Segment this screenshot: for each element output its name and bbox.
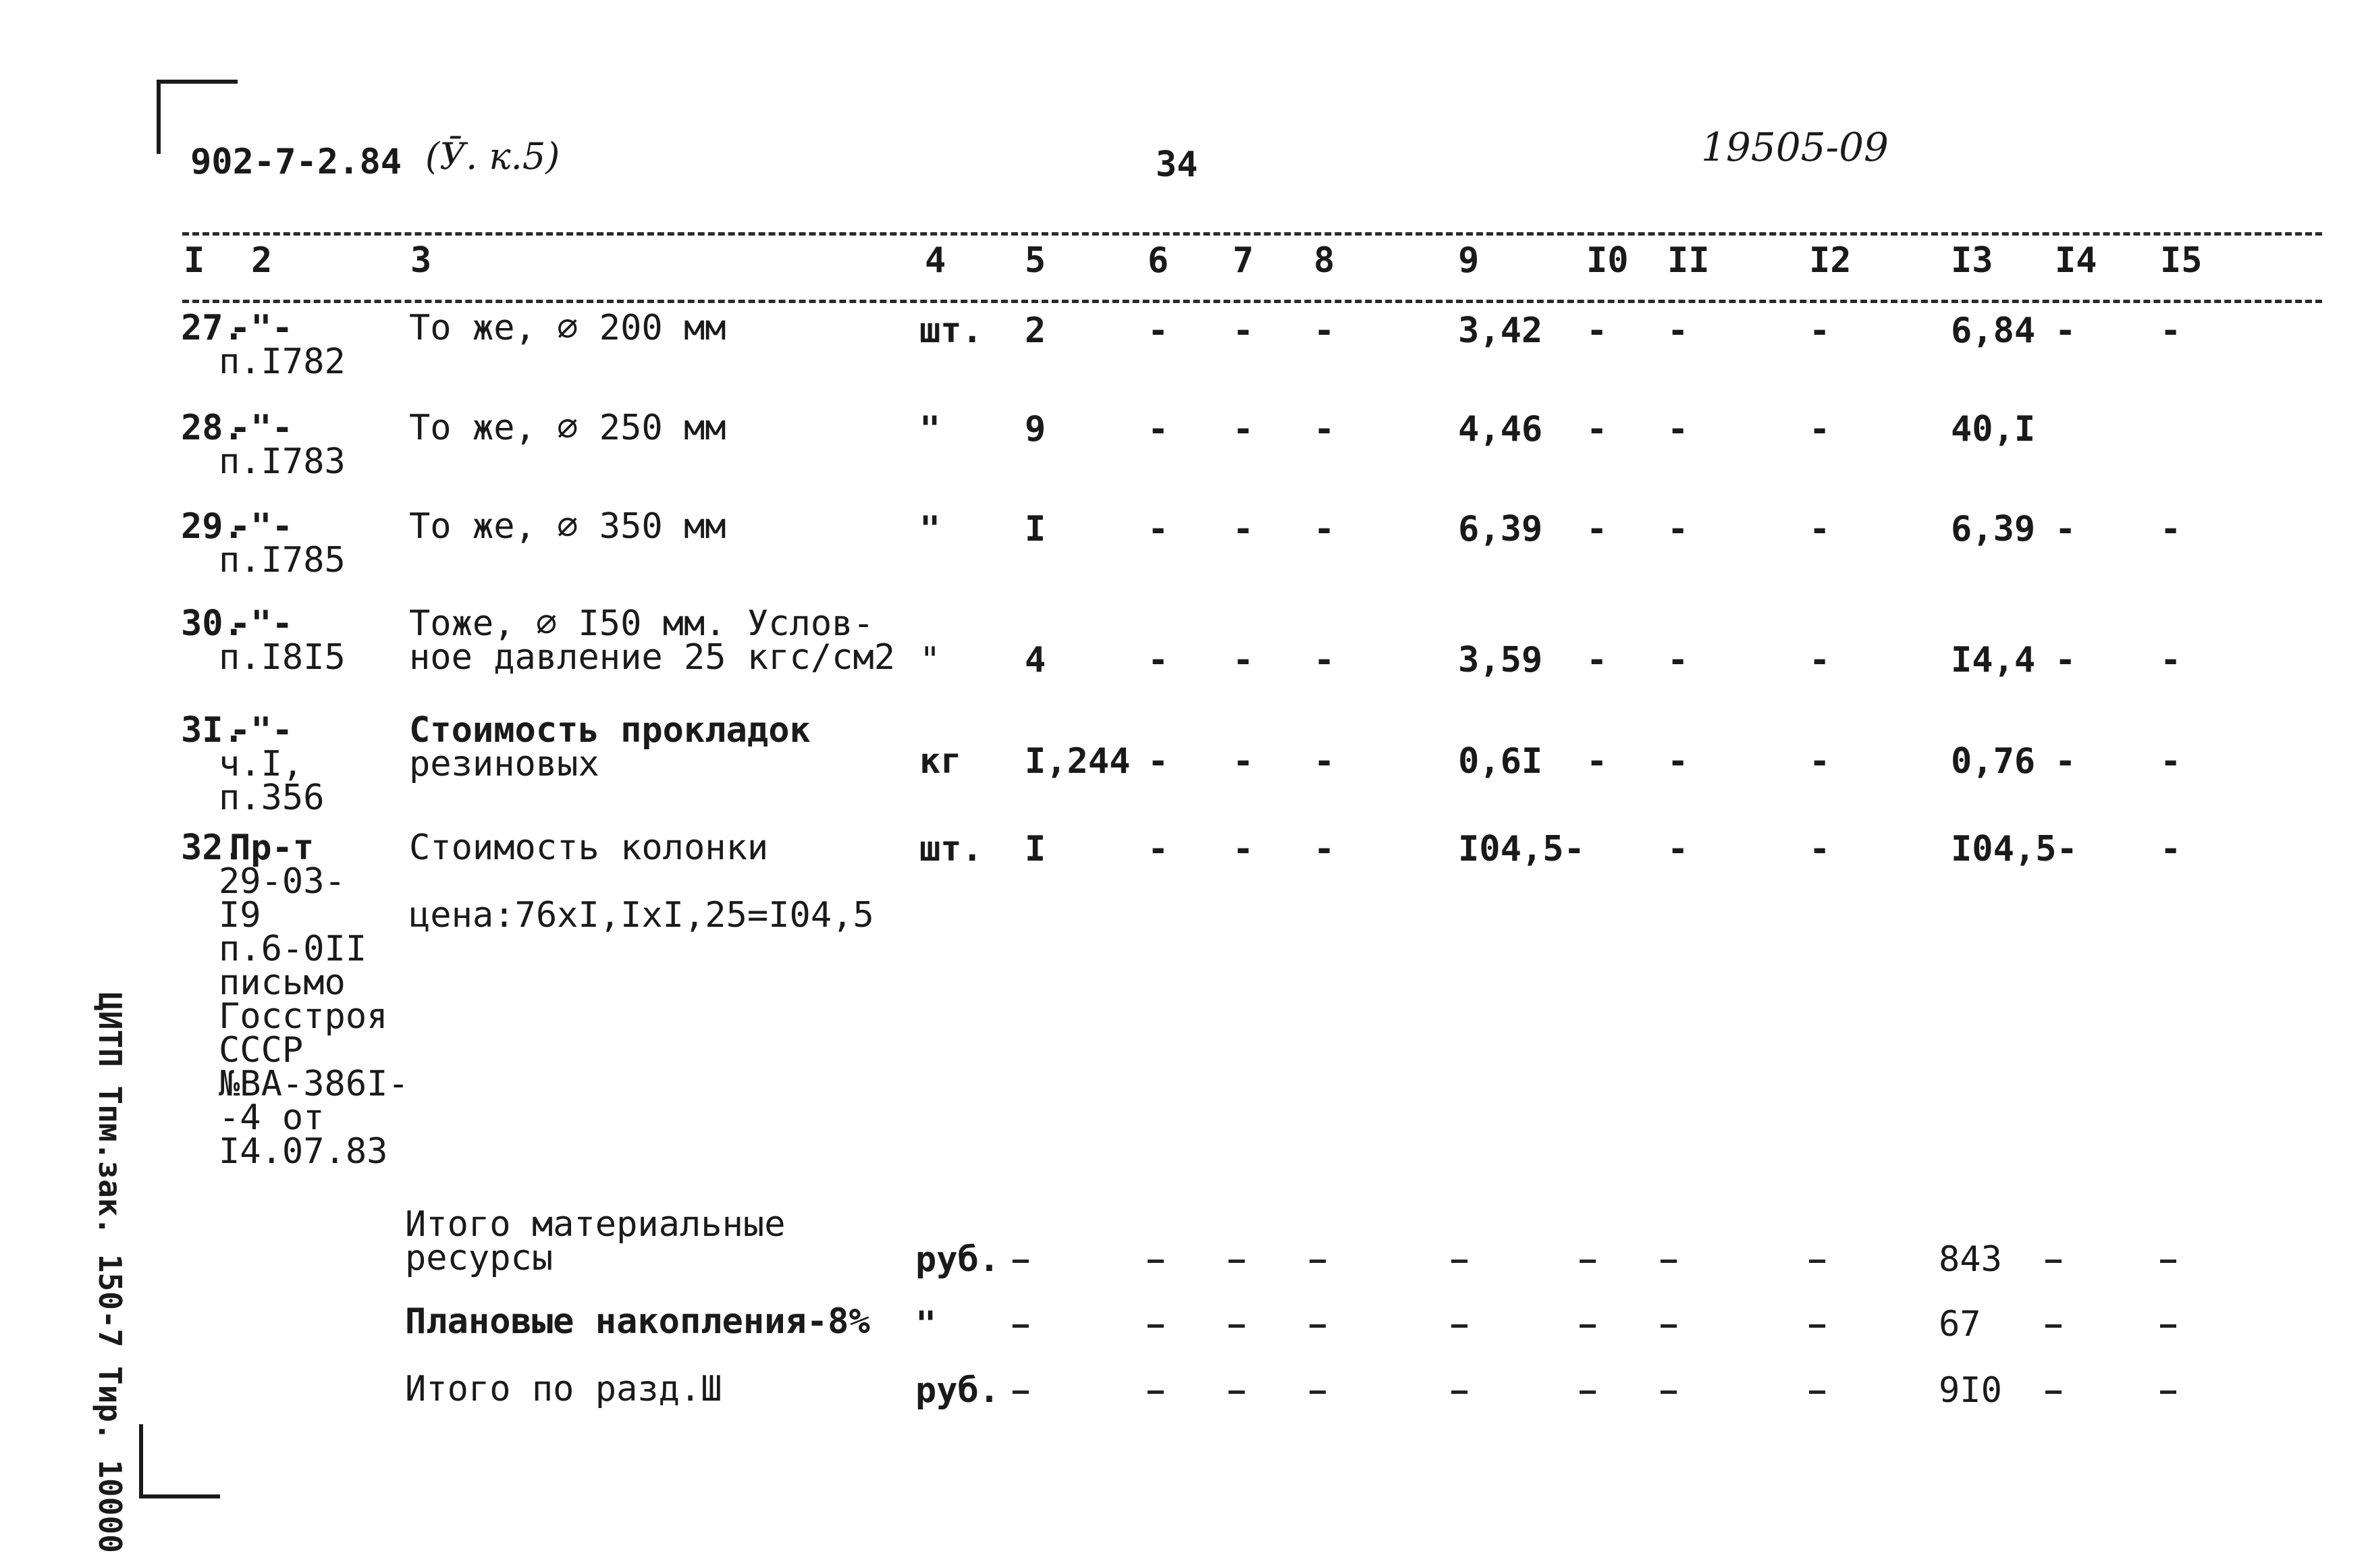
column-header-13: I3 [1951, 240, 1993, 281]
row-unit: шт. [919, 829, 983, 869]
rule-bottom [182, 300, 2322, 303]
column-header-3: 3 [410, 240, 432, 281]
row-reference-line: ч.I, [219, 744, 304, 784]
row-col12: - [1809, 310, 1831, 351]
row-total: 6,84 [1951, 310, 2036, 351]
row-unit-price: 4,46 [1458, 409, 1543, 450]
row-col6: - [1148, 310, 1169, 351]
summary-label-line: Итого по разд.Ш [405, 1369, 722, 1409]
row-quantity: 4 [1025, 640, 1046, 680]
row-reference-line: -"- [230, 710, 293, 751]
row-reference-line: 29-03- [219, 861, 346, 902]
row-col6: - [1148, 829, 1169, 869]
row-col8: - [1314, 640, 1335, 680]
row-col11: - [1667, 409, 1689, 450]
row-reference-line: п.6-0II [219, 929, 367, 969]
summary-dash [1809, 1324, 1825, 1328]
row-col7: - [1233, 409, 1254, 450]
row-reference-line: письмо [219, 963, 346, 1003]
row-col6: - [1148, 640, 1169, 680]
summary-unit: руб. [915, 1239, 1000, 1280]
row-quantity: 2 [1025, 310, 1046, 351]
summary-dash [1148, 1260, 1164, 1263]
column-header-14: I4 [2055, 240, 2097, 281]
row-col8: - [1314, 409, 1335, 450]
row-col10: - [1586, 409, 1608, 450]
side-print-text: ЦИТП Тпм.зак. 150-7 Тир. 10000 [92, 992, 128, 1553]
row-col15: - [2160, 640, 2182, 680]
row-unit: " [919, 509, 941, 549]
row-description-line: резиновых [409, 744, 599, 784]
row-reference-line: -"- [230, 506, 293, 547]
row-description-line: ное давление 25 кгс/см2 [409, 637, 896, 678]
summary-dash [1229, 1260, 1245, 1263]
column-header-11: II [1667, 240, 1710, 281]
row-col15: - [2160, 310, 2182, 351]
row-col8: - [1314, 509, 1335, 549]
summary-dash [2045, 1390, 2062, 1394]
archive-number: 19505-09 [1701, 124, 1889, 170]
summary-dash [1809, 1260, 1825, 1263]
row-col10: - [1586, 640, 1608, 680]
summary-dash [1148, 1324, 1164, 1328]
row-total: I04,5- [1951, 829, 2078, 869]
row-col7: - [1233, 829, 1254, 869]
row-total: 0,76 [1951, 741, 2036, 782]
corner-mark-bottom-h [139, 1494, 220, 1498]
summary-dash [2045, 1324, 2062, 1328]
summary-unit: руб. [915, 1370, 1000, 1411]
row-reference-line: п.I8I5 [219, 637, 346, 678]
summary-total: 843 [1939, 1239, 2002, 1280]
row-unit-price: 3,42 [1458, 310, 1543, 351]
row-col6: - [1148, 741, 1169, 782]
summary-dash [1661, 1260, 1677, 1263]
summary-dash [2160, 1260, 2176, 1263]
row-reference-line: Пр-т [230, 828, 315, 868]
row-quantity: 9 [1025, 409, 1046, 450]
row-number: 3I. [181, 710, 244, 751]
column-header-2: 2 [251, 240, 273, 281]
rule-top [182, 232, 2322, 236]
row-unit: " [919, 640, 941, 680]
row-col11: - [1667, 310, 1689, 351]
column-header-15: I5 [2160, 240, 2203, 281]
summary-dash [1013, 1324, 1029, 1328]
row-reference-line: -"- [230, 408, 293, 448]
row-col7: - [1233, 310, 1254, 351]
corner-mark-top [157, 80, 161, 154]
row-col8: - [1314, 741, 1335, 782]
summary-dash [2160, 1324, 2176, 1328]
row-col15: - [2160, 741, 2182, 782]
summary-dash [1580, 1260, 1596, 1263]
row-description-line: То же, ∅ 250 мм [409, 408, 726, 448]
row-col11: - [1667, 640, 1689, 680]
row-number: 29. [181, 506, 244, 547]
row-reference-line: №ВА-386I- [219, 1064, 409, 1104]
row-col11: - [1667, 509, 1689, 549]
row-reference-line: -"- [230, 308, 293, 348]
row-number: 30. [181, 603, 244, 644]
column-header-4: 4 [925, 240, 946, 281]
row-col14: - [2055, 310, 2076, 351]
row-unit: шт. [919, 310, 983, 351]
row-col8: - [1314, 829, 1335, 869]
row-description-line: То же, ∅ 200 мм [409, 308, 726, 348]
summary-label-line: Плановые накопления-8% [405, 1301, 870, 1342]
row-reference-line: п.I783 [219, 441, 346, 482]
summary-dash [1013, 1260, 1029, 1263]
summary-dash [1580, 1390, 1596, 1394]
row-number: 27. [181, 308, 244, 348]
summary-total: 67 [1939, 1304, 1981, 1345]
row-col14: - [2055, 741, 2076, 782]
row-quantity: I [1025, 829, 1046, 869]
summary-dash [1148, 1390, 1164, 1394]
row-reference-line: I9 [219, 895, 261, 936]
column-header-1: I [184, 240, 205, 281]
column-header-5: 5 [1025, 240, 1046, 281]
summary-dash [1661, 1390, 1677, 1394]
row-reference-line: I4.07.83 [219, 1131, 388, 1172]
row-description-line: То же, ∅ 350 мм [409, 506, 726, 547]
row-col10: - [1586, 310, 1608, 351]
column-header-7: 7 [1233, 240, 1254, 281]
corner-mark-top-h [157, 80, 238, 84]
row-reference-line: Госстроя [219, 996, 388, 1037]
column-header-6: 6 [1148, 240, 1169, 281]
summary-dash [1809, 1390, 1825, 1394]
summary-dash [1661, 1324, 1677, 1328]
row-unit-price: I04,5- [1458, 829, 1585, 869]
corner-mark-bottom [139, 1424, 143, 1498]
row-quantity: I [1025, 509, 1046, 549]
summary-dash [1451, 1260, 1468, 1263]
summary-dash [1229, 1390, 1245, 1394]
doc-note: (Ӯ. к.5) [425, 135, 560, 178]
row-col12: - [1809, 409, 1831, 450]
row-reference-line: -"- [230, 603, 293, 644]
row-col7: - [1233, 741, 1254, 782]
column-header-9: 9 [1458, 240, 1480, 281]
row-col7: - [1233, 509, 1254, 549]
page-number: 34 [1156, 144, 1198, 185]
row-col10: - [1586, 509, 1608, 549]
row-col12: - [1809, 509, 1831, 549]
row-col7: - [1233, 640, 1254, 680]
row-number: 28. [181, 408, 244, 448]
summary-total: 9I0 [1939, 1370, 2002, 1411]
row-col12: - [1809, 829, 1831, 869]
summary-dash [1310, 1260, 1326, 1263]
doc-code: 902-7-2.84 [190, 142, 402, 182]
row-total: I4,4 [1951, 640, 2036, 680]
column-header-8: 8 [1314, 240, 1335, 281]
row-col8: - [1314, 310, 1335, 351]
row-total: 6,39 [1951, 509, 2036, 549]
summary-label-line: ресурсы [405, 1238, 554, 1278]
row-col15: - [2160, 829, 2182, 869]
column-header-10: I0 [1586, 240, 1629, 281]
row-col10: - [1586, 741, 1608, 782]
row-reference-line: СССР [219, 1030, 304, 1071]
row-total: 40,I [1951, 409, 2036, 450]
row-reference-line: п.I782 [219, 342, 346, 382]
summary-dash [1013, 1390, 1029, 1394]
row-description-line: Стоимость колонки [409, 828, 769, 868]
row-col14: - [2055, 509, 2076, 549]
row-unit-price: 6,39 [1458, 509, 1543, 549]
row-col12: - [1809, 640, 1831, 680]
row-unit-price: 3,59 [1458, 640, 1543, 680]
row-unit: " [919, 409, 941, 450]
column-header-12: I2 [1809, 240, 1852, 281]
summary-dash [2045, 1260, 2062, 1263]
row-col11: - [1667, 829, 1689, 869]
summary-dash [1310, 1324, 1326, 1328]
summary-dash [1310, 1390, 1326, 1394]
summary-label-line: Итого материальные [405, 1204, 786, 1245]
row-description-line: Стоимость прокладок [409, 710, 811, 751]
row-unit-price: 0,6I [1458, 741, 1543, 782]
row-description-line: цена:76хI,IхI,25=I04,5 [409, 895, 874, 936]
row-reference-line: -4 от [219, 1098, 325, 1138]
row-col15: - [2160, 509, 2182, 549]
summary-unit: " [915, 1304, 937, 1345]
row-reference-line: п.356 [219, 778, 325, 818]
row-reference-line: п.I785 [219, 540, 346, 580]
summary-dash [2160, 1390, 2176, 1394]
row-description-line: Тоже, ∅ I50 мм. Услов- [409, 603, 874, 644]
row-unit: кг [919, 741, 962, 782]
summary-dash [1451, 1324, 1468, 1328]
row-quantity: I,244 [1025, 741, 1131, 782]
row-col11: - [1667, 741, 1689, 782]
row-col6: - [1148, 409, 1169, 450]
summary-dash [1229, 1324, 1245, 1328]
row-col6: - [1148, 509, 1169, 549]
row-col12: - [1809, 741, 1831, 782]
summary-dash [1451, 1390, 1468, 1394]
row-col14: - [2055, 640, 2076, 680]
summary-dash [1580, 1324, 1596, 1328]
row-number: 32. [181, 828, 244, 868]
